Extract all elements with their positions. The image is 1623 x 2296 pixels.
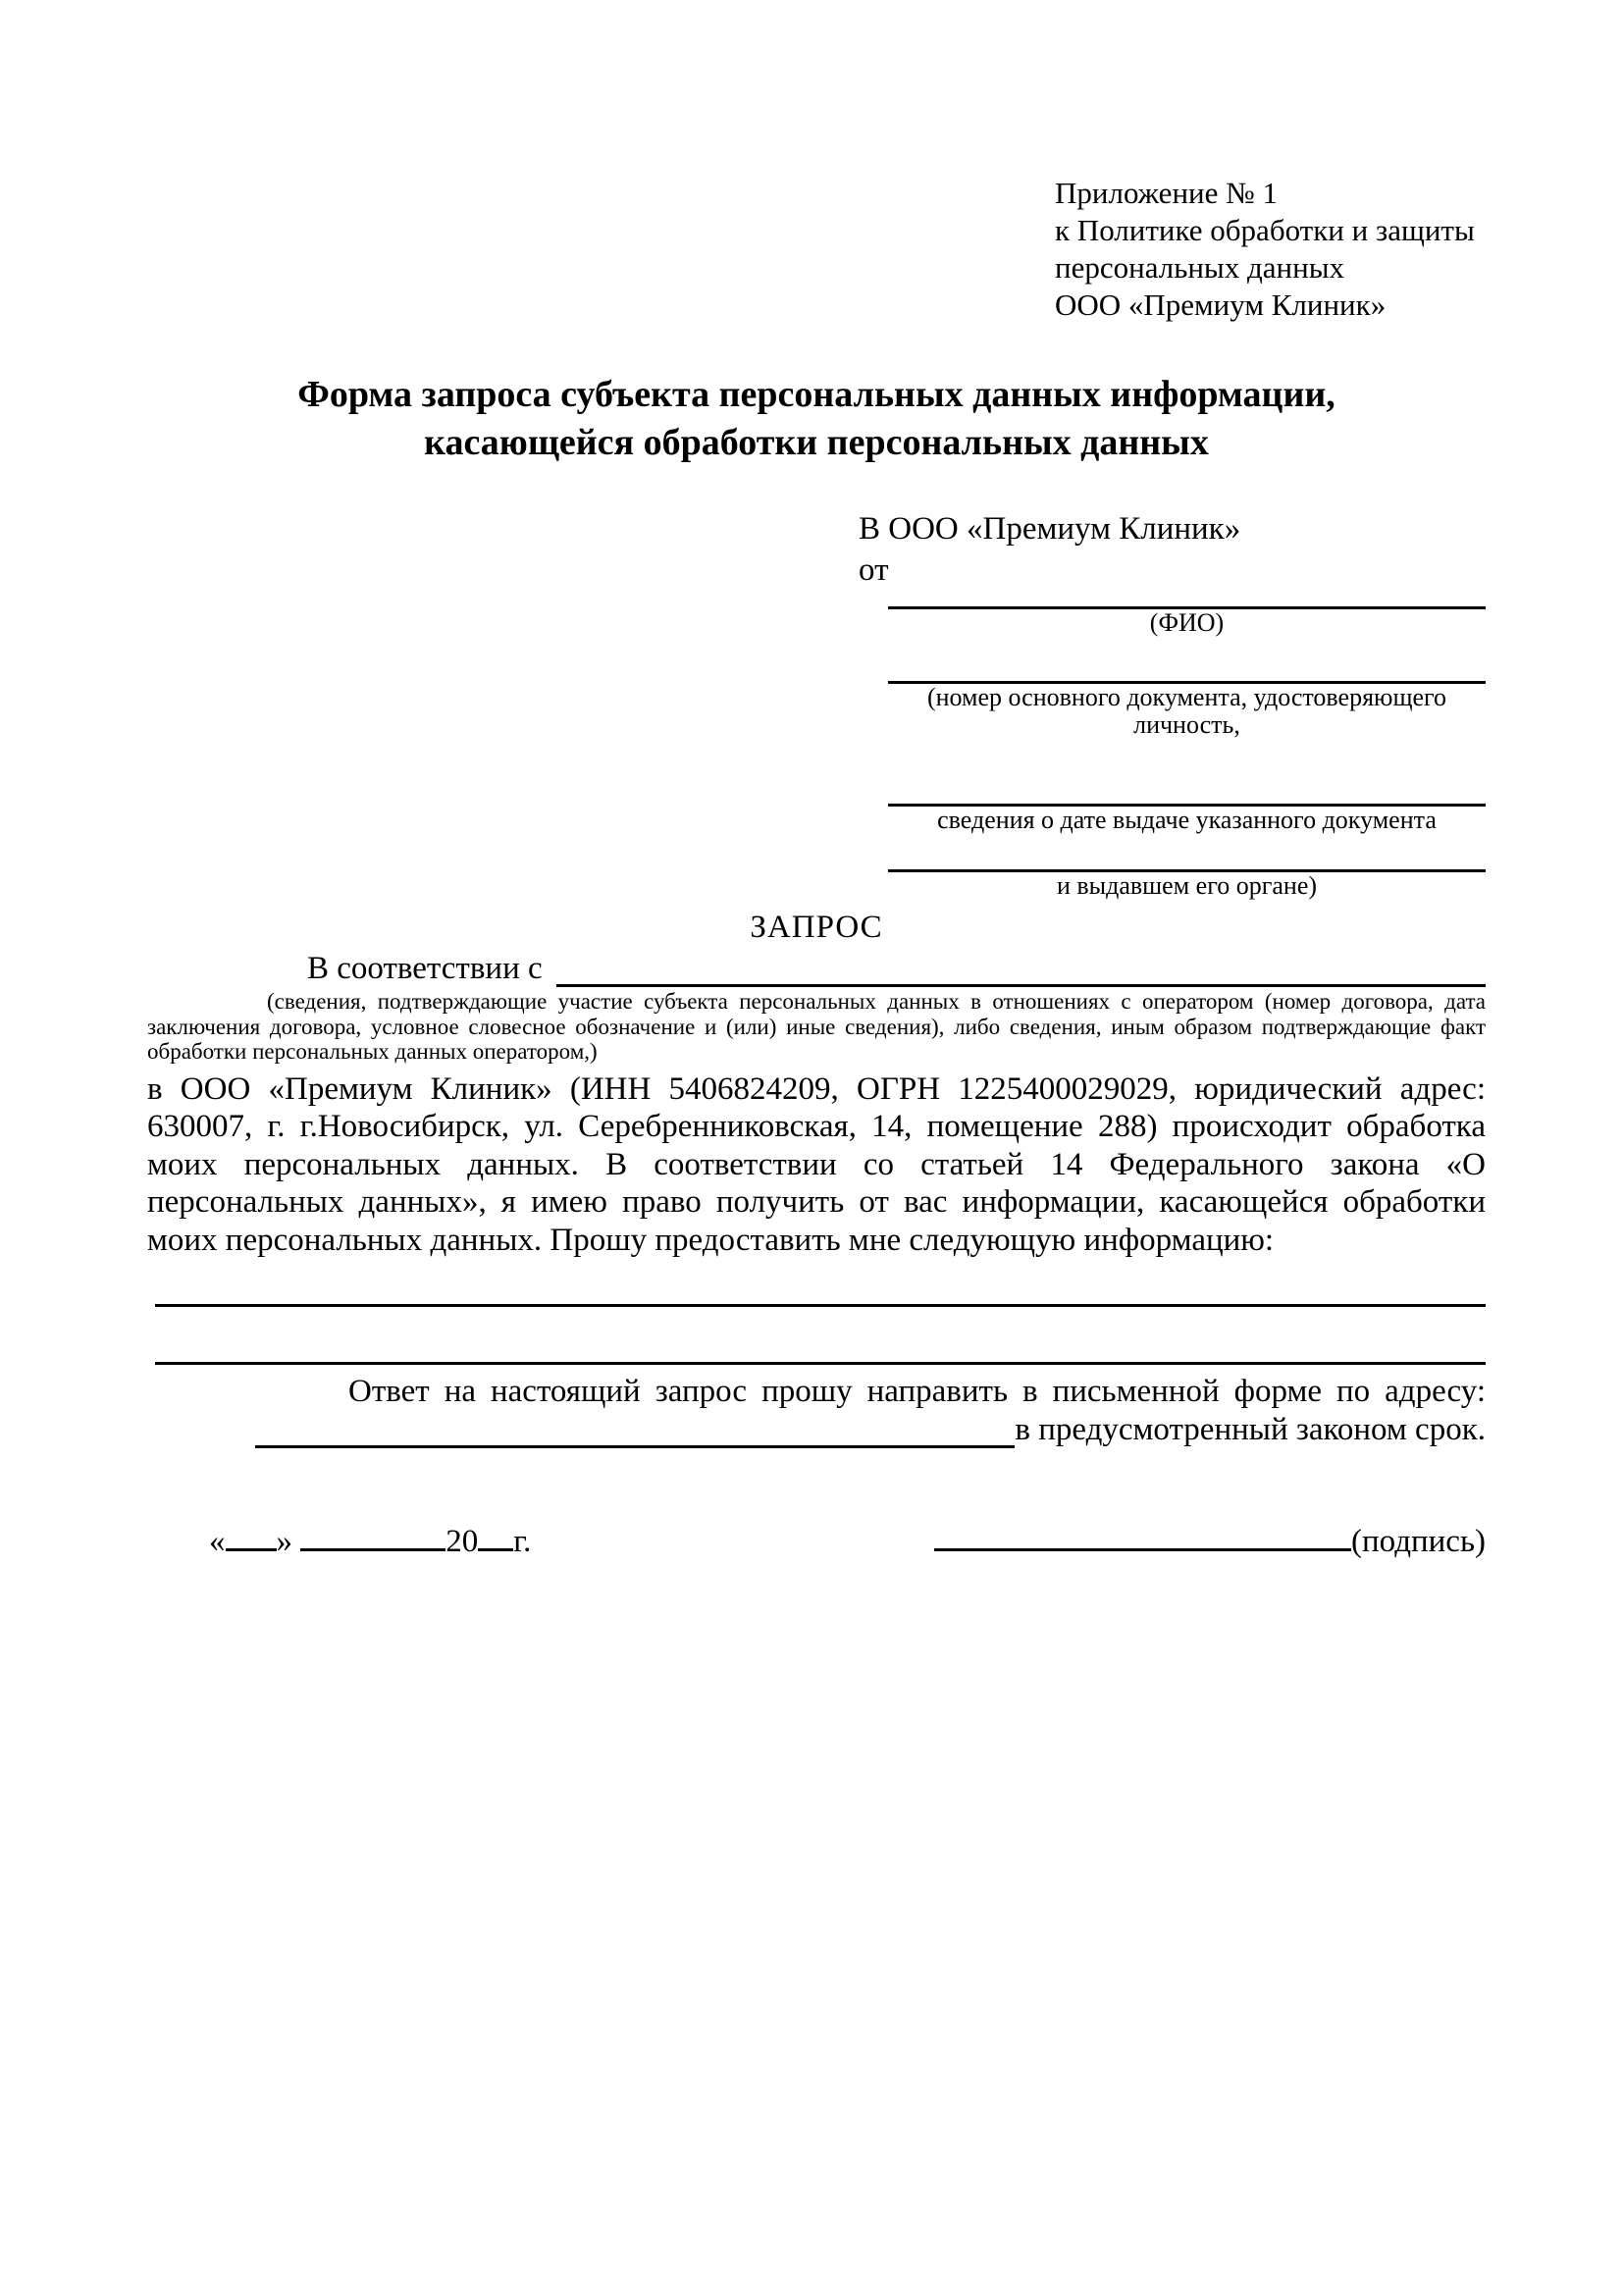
- month-blank-line: [300, 1548, 445, 1551]
- appendix-line: персональных данных: [1055, 250, 1345, 285]
- year-suffix: г.: [513, 1524, 532, 1559]
- addressee-to: В ООО «Премиум Клиник»: [859, 511, 1241, 547]
- request-heading: ЗАПРОС: [750, 910, 883, 945]
- intro-row: [147, 950, 1486, 987]
- appendix-line: ООО «Премиум Клиник»: [1055, 287, 1387, 322]
- addressee-fields: [888, 591, 1486, 900]
- appendix-note: [1055, 175, 1486, 324]
- intro-label: В соответствии с: [307, 951, 543, 986]
- appendix-line: к Политике обработки и защиты: [1055, 213, 1475, 247]
- signature-group: [934, 1523, 1486, 1560]
- date-quote-open: «: [209, 1524, 226, 1559]
- info-blank-line-1: [155, 1304, 1486, 1307]
- date-signature-row: [147, 1523, 1486, 1560]
- page-title: [147, 371, 1486, 467]
- intro-blank-line: [556, 955, 1486, 987]
- fine-print-note: (сведения, подтверждающие участие субъекта персональных данных в отношениях с оператором (номер договора, дата заключения договора, условное словесное обозначение и (или) иные сведения), либо сведения, иным образом подтверждающие факт обработки персональных данных оператором,): [147, 989, 1486, 1064]
- signature-caption: (подпись): [1351, 1524, 1486, 1559]
- info-blank-line-2: [155, 1362, 1486, 1365]
- address-blank-line: [255, 1416, 1015, 1448]
- reply-address-row: [147, 1411, 1486, 1449]
- issuing-authority-caption: и выдавшем его органе): [1056, 871, 1318, 900]
- appendix-line: Приложение № 1: [1055, 176, 1278, 210]
- year-prefix: 20: [445, 1524, 479, 1559]
- year-blank-line: [478, 1548, 513, 1551]
- reply-tail-text: в предусмотренный законом срок.: [1015, 1411, 1486, 1447]
- date-group: [209, 1523, 531, 1560]
- addressee-block: [859, 508, 1486, 900]
- request-body-paragraph: в ООО «Премиум Клиник» (ИНН 5406824209, ОГРН 1225400029029, юридический адрес: 630007, г. г.Новосибирск, ул. Серебренниковская, 14, помещение 288) происходит обработка моих персональных данных. В соответствии со статьей 14 Федерального закона «О персональных данных», я имею право получить от вас информации, касающейся обработки моих персональных данных. Прошу предоставить мне следующую информацию:: [147, 1070, 1486, 1258]
- issue-date-caption: сведения о дате выдаче указанного документа: [937, 806, 1437, 834]
- document-number-caption: (номер основного документа, удостоверяющего личность,: [926, 683, 1447, 739]
- date-quote-close: »: [276, 1524, 292, 1559]
- fio-caption: (ФИО): [1149, 608, 1225, 637]
- signature-blank-line: [934, 1548, 1351, 1551]
- page-title-line-1: Форма запроса субъекта персональных данных информации,: [297, 374, 1335, 415]
- date-spacer: [292, 1524, 300, 1559]
- addressee-from-label: от: [859, 552, 889, 588]
- reply-paragraph: Ответ на настоящий запрос прошу направить в письменной форме по адресу:: [348, 1374, 1486, 1409]
- page-title-line-2: касающейся обработки персональных данных: [424, 422, 1209, 463]
- fio-blank-line: [888, 591, 1486, 609]
- day-blank-line: [226, 1548, 277, 1551]
